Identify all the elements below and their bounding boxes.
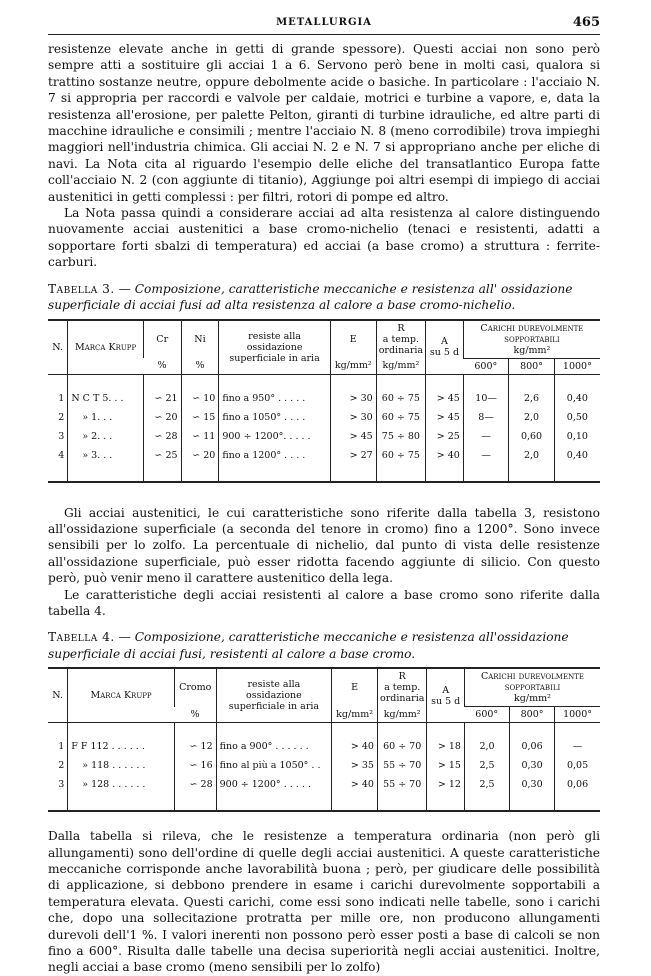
t3-cell: 2,0: [509, 408, 554, 427]
t3-cell: fino a 1050° . . . .: [219, 408, 330, 427]
t4-cell: 0,06: [510, 737, 555, 756]
t3-cell: > 45: [330, 427, 376, 446]
t3-header-a1: A: [441, 336, 448, 347]
t3-header-r: [376, 320, 425, 359]
t4-header-r-unit: kg/mm²: [377, 707, 426, 723]
t4-header-e-unit: kg/mm²: [332, 707, 378, 723]
t3-cell: 0,40: [554, 446, 600, 465]
table4-caption-text: — Composizione, caratteristiche meccaniche e resistenza all'ossidazione superficiale di acciai fusi, resistenti al calore a base cromo.: [48, 630, 569, 661]
table-row: [48, 737, 600, 756]
t4-cell: 3: [58, 779, 65, 791]
t3-cell: » 1. . .: [68, 408, 143, 427]
t4-header-cromo: Cromo: [174, 668, 216, 707]
t3-header-cr-pct: %: [143, 358, 181, 374]
t4-cell: 2,0: [464, 737, 509, 756]
t3-cell: » 2. . .: [68, 427, 143, 446]
t3-header-ossid: resiste alla ossidazione superficiale in aria: [219, 320, 330, 375]
t3-cell: > 45: [426, 389, 464, 408]
t4-header-1000: 1000°: [555, 707, 600, 723]
t3-cell: fino a 950° . . . . .: [219, 389, 330, 408]
t3-header-800: 800°: [509, 358, 554, 374]
t4-header-cromo-pct: %: [174, 707, 216, 723]
t3-header-r2: a temp.: [382, 333, 419, 345]
running-header: [48, 14, 600, 35]
t4-cell: 0,05: [555, 756, 600, 775]
t3-header-n: N.: [48, 320, 68, 375]
t4-cell: —: [555, 737, 600, 756]
middle-paragraph-1: Gli acciai austenitici, le cui caratteristiche sono riferite dalla tabella 3, resistono all'ossidazione superficiale (a seconda del tenore in cromo) fino a 1200°. Sono invece sensibili per lo zolfo. La percentuale di nichelio, dal punto di vista delle resistenze all'ossidazione superficiale, può esser ridotta facendo aggiunte di silicio. Con questo però, può venir meno il carattere austenitico della lega.: [48, 505, 600, 586]
table-row: [48, 756, 600, 775]
t3-cell: > 25: [426, 427, 464, 446]
t3-header-r1: R: [397, 322, 405, 334]
middle-paragraph-2: Le caratteristiche degli acciai resistenti al calore a base cromo sono riferite dalla tabella 4.: [48, 587, 600, 618]
t3-cell: 0,40: [554, 389, 600, 408]
table3-caption: [48, 281, 600, 314]
intro-paragraph-2: La Nota passa quindi a considerare acciai ad alta resistenza al calore distinguendo nuovamente acciai austenitici a base cromo-nichelio (tenaci e resistenti, adatti a sopportare forti sbalzi di temperatura) ed acciai (a base cromo) a struttura : ferrite-carburi.: [48, 206, 600, 270]
t3-cell: 2,0: [509, 446, 554, 465]
t3-cell: ∽ 20: [143, 408, 181, 427]
page: [48, 14, 600, 976]
t4-cell: 55 ÷ 70: [377, 756, 426, 775]
t3-cell: fino a 1200° . . . .: [219, 446, 330, 465]
t4-cell: » 118 . . . . . .: [68, 756, 175, 775]
table3-label: Tabella 3.: [48, 281, 115, 296]
t4-cell: fino al più a 1050° . .: [216, 756, 332, 775]
t3-cell: —: [463, 446, 508, 465]
t3-header-e-unit: kg/mm²: [330, 358, 376, 374]
t4-cell: 55 ÷ 70: [377, 775, 426, 794]
table4-label: Tabella 4.: [48, 630, 115, 645]
t3-cell: ∽ 20: [181, 446, 219, 465]
t4-cell: > 18: [427, 737, 465, 756]
t4-cell: 2,5: [464, 775, 509, 794]
t4-header-marca: Marca Krupp: [68, 668, 175, 723]
t4-header-carichi: [464, 668, 600, 707]
t4-cell: ∽ 16: [174, 756, 216, 775]
t3-header-e: E: [330, 320, 376, 359]
t3-cell: > 40: [426, 446, 464, 465]
t3-header-carichi-unit: kg/mm²: [513, 344, 551, 356]
t4-cell: > 35: [332, 756, 378, 775]
table-row: [48, 446, 600, 465]
t4-cell: fino a 900° . . . . . .: [216, 737, 332, 756]
t3-cell: > 30: [330, 408, 376, 427]
table-row: [48, 389, 600, 408]
t3-cell: 10—: [463, 389, 508, 408]
t3-cell: 3: [58, 430, 65, 442]
t4-header-carichi-unit: kg/mm²: [514, 693, 551, 705]
t4-header-r1: R: [398, 671, 406, 683]
table3: [48, 319, 600, 483]
t4-cell: 60 ÷ 70: [377, 737, 426, 756]
t4-cell: > 15: [427, 756, 465, 775]
t4-header-600: 600°: [464, 707, 509, 723]
t3-header-a2: su 5 d: [429, 347, 460, 358]
t3-cell: > 30: [330, 389, 376, 408]
t3-header-600: 600°: [463, 358, 508, 374]
t4-header-a2: su 5 d: [431, 695, 461, 707]
t3-cell: N C T 5. . .: [68, 389, 143, 408]
t3-header-r3: ordinaria: [378, 344, 424, 356]
t4-header-r2: a temp.: [384, 682, 421, 694]
t4-cell: 900 ÷ 1200° . . . . .: [216, 775, 332, 794]
t4-cell: F F 112 . . . . . .: [68, 737, 175, 756]
t3-header-carichi-label: Carichi durevolmente sopportabili: [480, 322, 584, 345]
t4-cell: 1: [58, 741, 65, 753]
t3-cell: 2,6: [509, 389, 554, 408]
t3-cell: 900 ÷ 1200°. . . . .: [219, 427, 330, 446]
t4-header-ossid: resiste alla ossidazione superficiale in aria: [216, 668, 332, 723]
t3-cell: > 27: [330, 446, 376, 465]
t3-header-cr: Cr: [143, 320, 181, 359]
table-row: [48, 427, 600, 446]
page-number: 465: [572, 15, 600, 30]
table4-caption: [48, 629, 600, 662]
t4-header-800: 800°: [510, 707, 555, 723]
t4-cell: > 40: [332, 775, 378, 794]
t4-header-r: [377, 668, 426, 707]
t3-header-r-unit: kg/mm²: [376, 358, 425, 374]
t3-cell: —: [463, 427, 508, 446]
t3-cell: ∽ 25: [143, 446, 181, 465]
t3-cell: ∽ 28: [143, 427, 181, 446]
t4-header-a1: A: [442, 684, 450, 696]
t4-header-e: E: [332, 668, 378, 707]
t4-cell: 0,30: [510, 756, 555, 775]
t3-cell: 60 ÷ 75: [376, 389, 425, 408]
t3-header-ni: Ni: [181, 320, 219, 359]
t3-cell: 4: [58, 449, 65, 461]
closing-paragraph: Dalla tabella si rileva, che le resistenze a temperatura ordinaria (non però gli allungamenti) sono dell'ordine di quelle degli acciai austenitici. A queste caratteristiche meccaniche corrisponde anche lavorabilità buona ; però, per giudicare delle possibilità di applicazione, si debbono prendere in esame i carichi durevolmente sopportabili a temperatura elevata. Questi carichi, come essi sono indicati nelle tabelle, sono i carichi che, dopo una sollecitazione protratta per mille ore, non producono allungamenti durevoli dell'1 %. I valori inerenti non possono però esser posti a base di calcoli se non fino a 600°. Risulta dalle tabelle una decisa superiorità negli acciai austenitici. Inoltre, negli acciai a base cromo (meno sensibili per lo zolfo): [48, 829, 600, 975]
t3-header-marca: Marca Krupp: [68, 320, 143, 375]
t3-header-1000: 1000°: [554, 358, 600, 374]
t4-cell: 2: [58, 760, 65, 772]
t4-cell: > 40: [332, 737, 378, 756]
t4-cell: 0,06: [555, 775, 600, 794]
table3-caption-text: — Composizione, caratteristiche meccaniche e resistenza all' ossidazione superficiale di acciai fusi ad alta resistenza al calore a base cromo-nichelio.: [48, 281, 573, 313]
t3-cell: ∽ 21: [143, 389, 181, 408]
t4-header-n: N.: [48, 668, 68, 723]
t3-header-a: [426, 320, 464, 375]
t3-cell: 2: [58, 411, 65, 423]
t4-header-r3: ordinaria: [379, 693, 425, 705]
t3-cell: » 3. . .: [68, 446, 143, 465]
t4-cell: ∽ 28: [174, 775, 216, 794]
table-row: [48, 775, 600, 794]
t3-header-ni-pct: %: [181, 358, 219, 374]
t4-cell: > 12: [427, 775, 465, 794]
table4: [48, 667, 600, 812]
t3-cell: > 45: [426, 408, 464, 427]
t3-cell: ∽ 11: [181, 427, 219, 446]
t3-cell: 0,60: [509, 427, 554, 446]
t3-header-carichi: [463, 320, 600, 359]
t3-cell: 0,50: [554, 408, 600, 427]
t4-cell: » 128 . . . . . .: [68, 775, 175, 794]
t3-cell: 60 ÷ 75: [376, 408, 425, 427]
t3-cell: ∽ 15: [181, 408, 219, 427]
t3-cell: 8—: [463, 408, 508, 427]
table-row: [48, 408, 600, 427]
t4-cell: ∽ 12: [174, 737, 216, 756]
t3-cell: 75 ÷ 80: [376, 427, 425, 446]
running-title: METALLURGIA: [276, 17, 372, 28]
t4-cell: 0,30: [510, 775, 555, 794]
t3-cell: 1: [58, 392, 65, 404]
t4-header-carichi-label: Carichi durevolmente sopportabili: [480, 671, 584, 694]
t3-cell: ∽ 10: [181, 389, 219, 408]
t4-cell: 2,5: [464, 756, 509, 775]
intro-paragraph-1: resistenze elevate anche in getti di grande spessore). Questi acciai non sono però sempre atti a sostituire gli acciai 1 a 6. Servono però bene in molti casi, qualora si trattino sostanze neutre, oppure debolmente acide o basiche. In particolare : l'acciaio N. 7 si appropria per raccordi e valvole per caldaie, motrici e turbine a vapore, e, data la resistenza all'erosione, per palette Pelton, giranti di turbine idrauliche, ed altre parti di macchine idrauliche e consimili ; mentre l'acciaio N. 8 (meno corrodibile) trova impieghi maggiori nell'industria chimica. Gli acciai N. 2 e N. 7 si appropriano anche per eliche di navi. La Nota cita al riguardo l'esempio delle eliche del transatlantico Europa fatte coll'acciaio N. 2 (con aggiunte di titanio), Aggiunge poi altri esempi di impiego di acciai austenitici in getti complessi : per filtri, rotori di pompe ed altro.: [48, 42, 600, 204]
t3-cell: 0,10: [554, 427, 600, 446]
t3-cell: 60 ÷ 75: [376, 446, 425, 465]
t4-header-a: [427, 668, 465, 723]
